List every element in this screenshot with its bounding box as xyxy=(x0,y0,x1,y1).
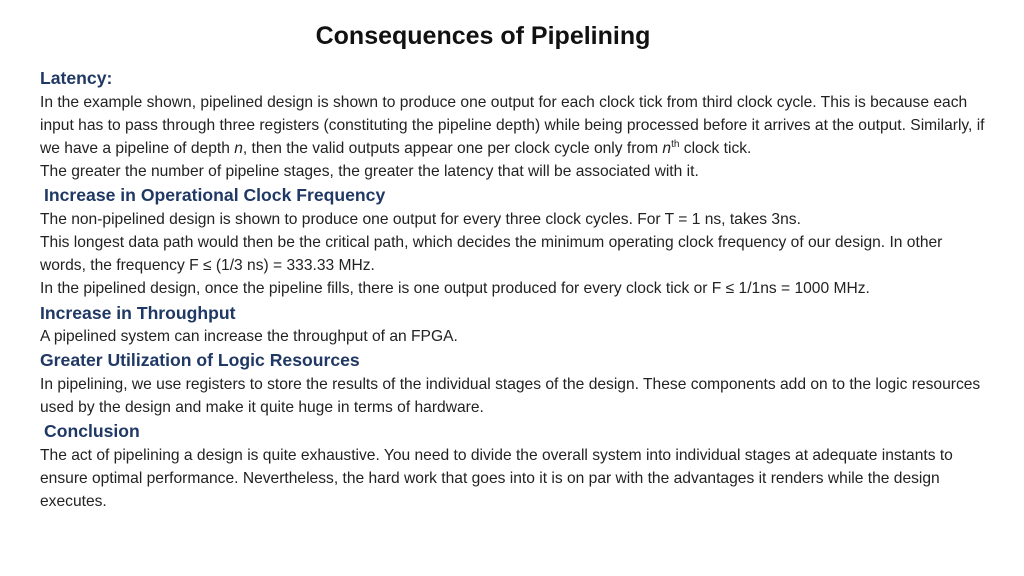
conclusion-paragraph: The act of pipelining a design is quite exhaustive. You need to divide the overall system into individual stages at adequate instants to ensure optimal performance. Nevertheless, the hard work that goes into it is on par with the advantages it renders while the design executes. xyxy=(40,446,953,511)
frequency-paragraph-1: The non-pipelined design is shown to produce one output for every three clock cycles. For T = 1 ns, takes 3ns. xyxy=(40,210,801,228)
frequency-paragraph-3: In the pipelined design, once the pipeline fills, there is one output produced for every clock tick or F ≤ 1/1ns = 1000 MHz. xyxy=(40,280,870,298)
utilization-heading: Greater Utilization of Logic Resources xyxy=(40,350,360,371)
latency-text-end: clock tick. xyxy=(679,139,752,157)
slide-title: Consequences of Pipelining xyxy=(315,22,651,50)
throughput-heading: Increase in Throughput xyxy=(40,302,236,323)
latency-text-start: In the example shown, pipelined design is shown to produce one output for each clock tick from third clock cycle. This is because each input has to pass through three registers (constituting the pipeline depth) while being processed before it arrives at the output. Similarly, if we have a pipeline of depth xyxy=(40,93,985,157)
throughput-paragraph: A pipelined system can increase the throughput of an FPGA. xyxy=(40,328,458,346)
conclusion-heading: Conclusion xyxy=(44,421,140,442)
frequency-heading: Increase in Operational Clock Frequency xyxy=(44,185,386,206)
nth-variable: n xyxy=(662,139,672,157)
nth-superscript: th xyxy=(671,138,680,150)
frequency-paragraph-2: This longest data path would then be the critical path, which decides the minimum operating clock frequency of our design. In other words, the frequency F ≤ (1/3 ns) = 333.33 MHz. xyxy=(40,234,943,275)
latency-paragraph xyxy=(40,91,990,161)
depth-variable: n xyxy=(234,139,243,157)
slide-content xyxy=(40,66,990,513)
latency-text-mid: , then the valid outputs appear one per clock cycle only from xyxy=(242,139,663,157)
latency-heading: Latency: xyxy=(40,68,113,88)
utilization-paragraph: In pipelining, we use registers to store the results of the individual stages of the design. These components add on to the logic resources used by the design and make it quite huge in terms of hardware. xyxy=(40,375,981,417)
latency-summary: The greater the number of pipeline stages, the greater the latency that will be associated with it. xyxy=(40,163,699,181)
